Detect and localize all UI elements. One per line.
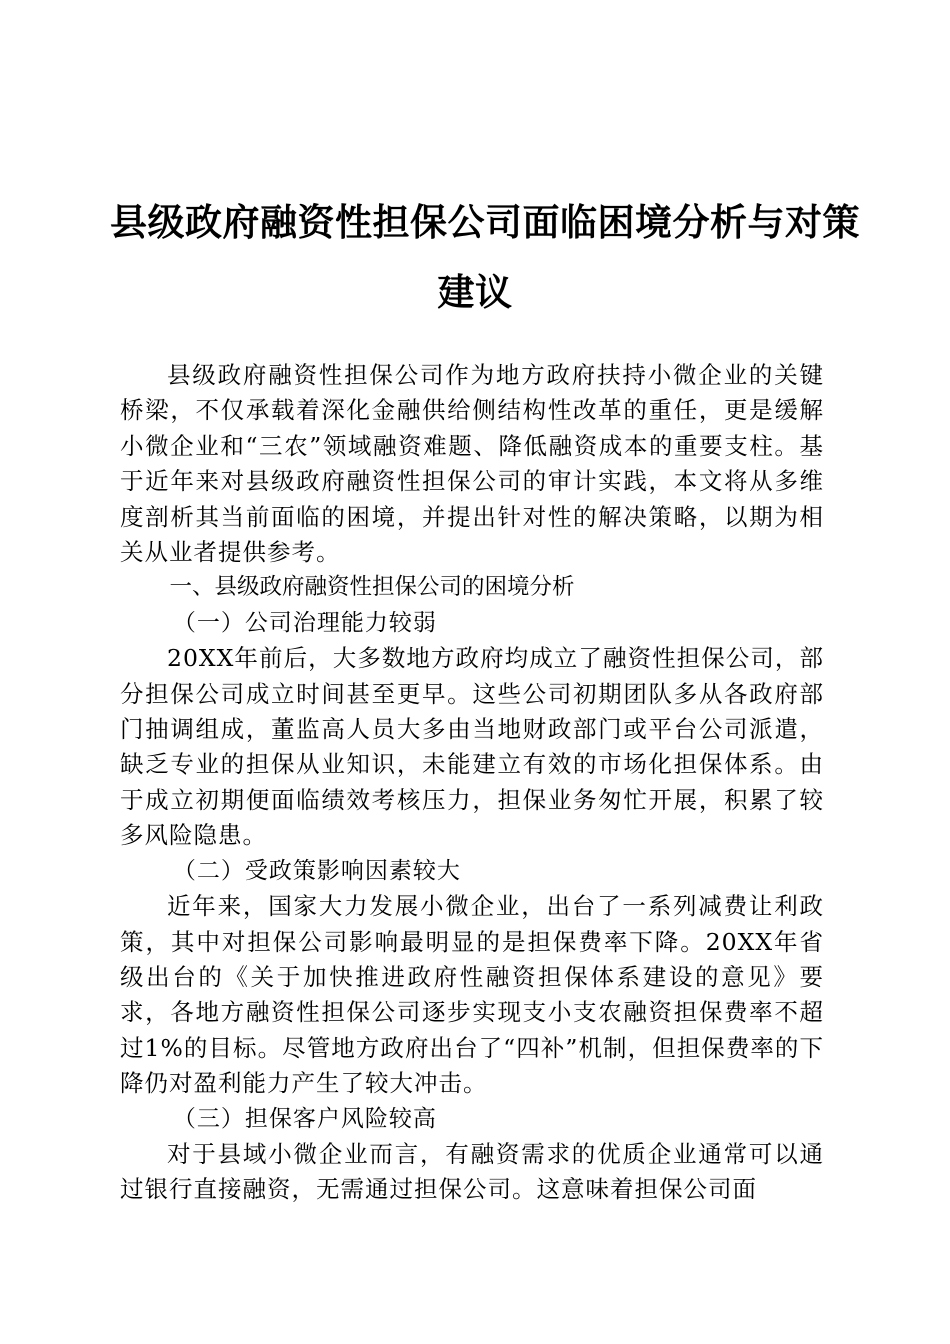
subsection-1-paragraph: 20XX年前后，大多数地方政府均成立了融资性担保公司，部分担保公司成立时间甚至更早。这些公司初期团队多从各政府部门抽调组成，董监高人员大多由当地财政部门或平台公司派遣，缺乏专业的担保从业知识，未能建立有效的市场化担保体系。由于成立初期便面临绩效考核压力，担保业务匆忙开展，积累了较多风险隐患。 bbox=[120, 644, 824, 850]
subsection-2-heading: （二）受政策影响因素较大 bbox=[172, 857, 461, 884]
document-body bbox=[120, 358, 824, 1208]
document-title-line-2: 建议 bbox=[437, 271, 513, 314]
document-title-line-1: 县级政府融资性担保公司面临困境分析与对策 bbox=[110, 201, 860, 244]
subsection-3-paragraph: 对于县域小微企业而言，有融资需求的优质企业通常可以通过银行直接融资，无需通过担保公司。这意味着担保公司面 bbox=[120, 1139, 824, 1204]
intro-paragraph: 县级政府融资性担保公司作为地方政府扶持小微企业的关键桥梁，不仅承载着深化金融供给侧结构性改革的重任，更是缓解小微企业和“三农”领域融资难题、降低融资成本的重要支柱。基于近年来对县级政府融资性担保公司的审计实践，本文将从多维度剖析其当前面临的困境，并提出针对性的解决策略，以期为相关从业者提供参考。 bbox=[120, 361, 824, 567]
subsection-2-paragraph: 近年来，国家大力发展小微企业，出台了一系列减费让利政策，其中对担保公司影响最明显的是担保费率下降。20XX年省级出台的《关于加快推进政府性融资担保体系建设的意见》要求，各地方融资性担保公司逐步实现支小支农融资担保费率不超过1%的目标。尽管地方政府出台了“四补”机制，但担保费率的下降仍对盈利能力产生了较大冲击。 bbox=[120, 892, 824, 1098]
subsection-3-heading: （三）担保客户风险较高 bbox=[172, 1105, 437, 1132]
section-1-heading: 一、县级政府融资性担保公司的困境分析 bbox=[169, 574, 575, 601]
subsection-1-heading: （一）公司治理能力较弱 bbox=[172, 609, 437, 636]
